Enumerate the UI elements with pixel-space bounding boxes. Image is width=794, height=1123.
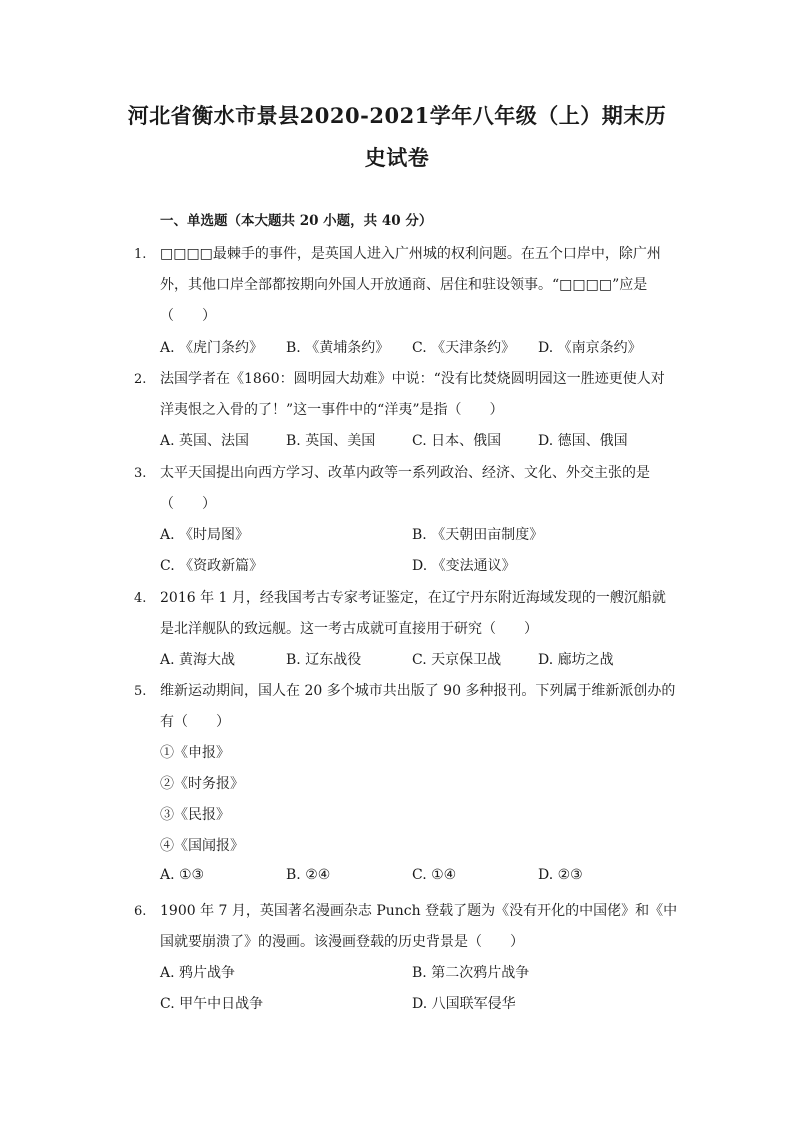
question-text-line: 国就要崩溃了》的漫画。该漫画登载的历史背景是（ ） xyxy=(160,934,524,950)
question-number: 4. xyxy=(134,591,147,606)
question-text-line: 2016 年 1 月，经我国考古专家考证鉴定，在辽宁丹东附近海域发现的一艘沉船就 xyxy=(160,590,666,606)
question-text-line: □□□□最棘手的事件，是英国人进入广州城的权利问题。在五个口岸中，除广州 xyxy=(160,246,661,262)
title-line-2: 史试卷 xyxy=(364,145,430,170)
option-c[interactable]: C. 《天津条约》 xyxy=(412,340,516,356)
option-b[interactable]: B. 英国、美国 xyxy=(286,433,376,449)
option-c[interactable]: C. 天京保卫战 xyxy=(412,652,502,668)
option-a[interactable]: A. ①③ xyxy=(160,867,205,883)
option-d[interactable]: D. 《南京条约》 xyxy=(538,340,642,356)
question-text-line: 维新运动期间，国人在 20 多个城市共出版了 90 多种报刊。下列属于维新派创办的 xyxy=(160,683,676,699)
option-b[interactable]: B. 《天朝田亩制度》 xyxy=(412,527,544,543)
option-a[interactable]: A. 《时局图》 xyxy=(160,527,250,543)
option-c[interactable]: C. 《资政新篇》 xyxy=(160,558,264,574)
question-text-line: 太平天国提出向西方学习、改革内政等一系列政治、经济、文化、外交主张的是 xyxy=(160,465,650,481)
option-d[interactable]: D. 《变法通议》 xyxy=(412,558,516,574)
question-text-line: 有（ ） xyxy=(160,714,230,730)
option-b[interactable]: B. ②④ xyxy=(286,867,331,883)
section-heading: 一、单选题（本大题共 20 小题，共 40 分） xyxy=(160,213,433,229)
question-text-line: 法国学者在《1860：圆明园大劫难》中说：“没有比焚烧圆明园这一胜迹更使人对 xyxy=(160,371,665,387)
option-a[interactable]: A. 黄海大战 xyxy=(160,652,236,668)
option-d[interactable]: D. 德国、俄国 xyxy=(538,433,628,449)
question-text-line: 1900 年 7 月，英国著名漫画杂志 Punch 登载了题为《没有开化的中国佬》和《中 xyxy=(160,903,678,919)
question-item: ④《国闻报》 xyxy=(160,838,244,854)
question-number: 3. xyxy=(134,466,147,481)
option-d[interactable]: D. 八国联军侵华 xyxy=(412,996,516,1012)
question-number: 5. xyxy=(134,684,147,699)
question-number: 6. xyxy=(134,904,147,919)
title-line-1: 河北省衡水市景县2020-2021学年八年级（上）期末历 xyxy=(127,103,667,128)
question-item: ②《时务报》 xyxy=(160,776,244,792)
question-text-line: 是北洋舰队的致远舰。这一考古成就可直接用于研究（ ） xyxy=(160,621,538,637)
option-a[interactable]: A. 英国、法国 xyxy=(160,433,250,449)
option-a[interactable]: A. 《虎门条约》 xyxy=(160,340,264,356)
option-c[interactable]: C. ①④ xyxy=(412,867,457,883)
question-text-line: （ ） xyxy=(160,308,216,324)
exam-title xyxy=(120,95,674,179)
option-b[interactable]: B. 《黄埔条约》 xyxy=(286,340,390,356)
question-number: 2. xyxy=(134,372,147,387)
question-text-line: 洋夷恨之入骨的了！”这一事件中的“洋夷”是指（ ） xyxy=(160,402,504,418)
question-text-line: 外，其他口岸全部都按期向外国人开放通商、居住和驻设领事。“□□□□”应是 xyxy=(160,277,648,293)
option-b[interactable]: B. 辽东战役 xyxy=(286,652,362,668)
option-c[interactable]: C. 日本、俄国 xyxy=(412,433,502,449)
option-a[interactable]: A. 鸦片战争 xyxy=(160,965,236,981)
question-item: ①《申报》 xyxy=(160,745,230,761)
question-text-line: （ ） xyxy=(160,496,216,512)
option-b[interactable]: B. 第二次鸦片战争 xyxy=(412,965,530,981)
question-number: 1. xyxy=(134,247,147,262)
option-d[interactable]: D. 廊坊之战 xyxy=(538,652,614,668)
question-item: ③《民报》 xyxy=(160,807,230,823)
option-d[interactable]: D. ②③ xyxy=(538,867,583,883)
option-c[interactable]: C. 甲午中日战争 xyxy=(160,996,264,1012)
